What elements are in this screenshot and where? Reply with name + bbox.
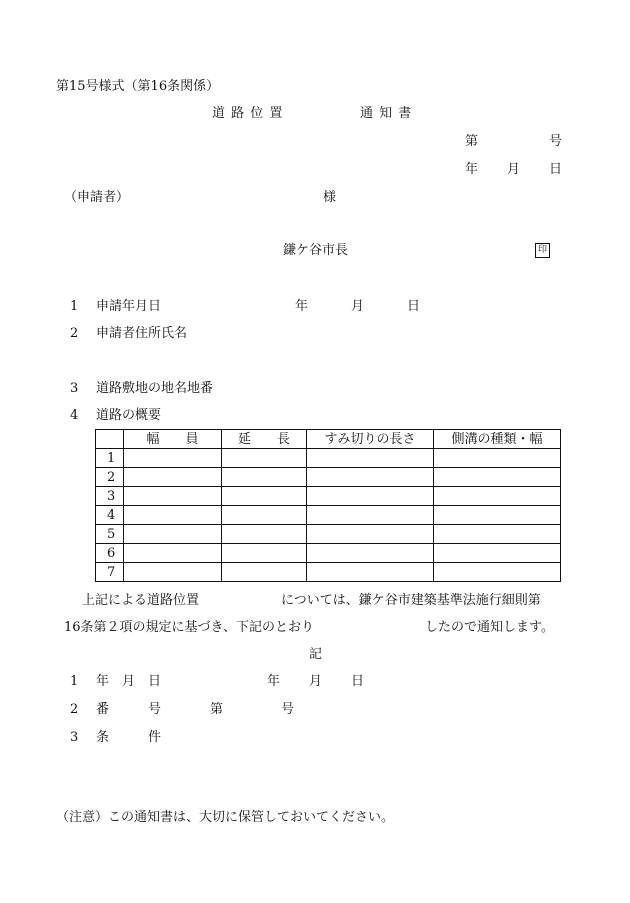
cell-gutter <box>434 487 561 506</box>
note-3-number: 3 <box>70 730 79 745</box>
cell-gutter <box>434 449 561 468</box>
cell-length <box>222 449 307 468</box>
caution-note: （注意）この通知書は、大切に保管しておいてください。 <box>56 810 395 825</box>
table-row <box>96 544 561 563</box>
table-row <box>96 563 561 582</box>
cell-gutter <box>434 525 561 544</box>
cell-width <box>124 449 222 468</box>
cell-length <box>222 563 307 582</box>
note-1-year: 年 <box>267 674 281 689</box>
cell-corner-cut <box>307 487 434 506</box>
item-2-label: 申請者住所氏名 <box>96 326 188 341</box>
body-line1-end: については、鎌ケ谷市建築基準法施行細則第 <box>281 593 541 608</box>
cell-corner-cut <box>307 468 434 487</box>
row-number: 6 <box>96 544 124 563</box>
header-blank <box>96 430 124 449</box>
note-2-label: 番 号 <box>96 702 162 717</box>
note-1-label: 年 月 日 <box>96 674 162 689</box>
cell-corner-cut <box>307 563 434 582</box>
item-1-month: 月 <box>351 299 365 314</box>
item-1-label: 申請年月日 <box>96 299 162 314</box>
cell-gutter <box>434 506 561 525</box>
row-number: 4 <box>96 506 124 525</box>
cell-length <box>222 468 307 487</box>
table-row <box>96 506 561 525</box>
item-3-number: 3 <box>70 381 79 396</box>
note-3-label: 条 件 <box>96 730 162 745</box>
cell-width <box>124 525 222 544</box>
note-1-day: 日 <box>351 674 365 689</box>
honorific-sama: 様 <box>323 190 337 205</box>
doc-date-day: 日 <box>549 162 563 177</box>
item-1-number: 1 <box>70 299 79 314</box>
row-number: 1 <box>96 449 124 468</box>
cell-width <box>124 487 222 506</box>
item-3-label: 道路敷地の地名地番 <box>96 381 214 396</box>
row-number: 3 <box>96 487 124 506</box>
doc-number-prefix: 第 <box>465 134 479 149</box>
row-number: 7 <box>96 563 124 582</box>
cell-width <box>124 544 222 563</box>
body-line2-end: したので通知します。 <box>425 620 554 635</box>
note-2-number: 2 <box>70 702 79 717</box>
table-row <box>96 449 561 468</box>
row-number: 5 <box>96 525 124 544</box>
cell-corner-cut <box>307 449 434 468</box>
doc-number-suffix: 号 <box>549 134 563 149</box>
applicant-label: （申請者） <box>64 190 130 205</box>
item-1-day: 日 <box>407 299 421 314</box>
cell-width <box>124 563 222 582</box>
seal-mark: 印 <box>535 243 550 258</box>
mayor-name: 鎌ケ谷市長 <box>283 243 349 258</box>
cell-width <box>124 506 222 525</box>
ki-heading: 記 <box>309 647 323 662</box>
title-road-position: 道 路 位 置 <box>212 106 284 121</box>
cell-length <box>222 544 307 563</box>
note-1-month: 月 <box>309 674 323 689</box>
cell-length <box>222 525 307 544</box>
road-summary-table <box>95 429 561 582</box>
cell-corner-cut <box>307 544 434 563</box>
item-4-label: 道路の概要 <box>96 408 162 423</box>
title-notice: 通 知 書 <box>360 106 413 121</box>
table-row <box>96 487 561 506</box>
header-corner-cut: すみ切りの長さ <box>307 430 434 449</box>
form-number: 第15号様式（第16条関係） <box>56 79 220 94</box>
body-line1-start: 上記による道路位置 <box>82 593 200 608</box>
header-length: 延 長 <box>222 430 307 449</box>
table-row <box>96 468 561 487</box>
table-header-row <box>96 430 561 449</box>
cell-length <box>222 487 307 506</box>
doc-date-month: 月 <box>507 162 521 177</box>
row-number: 2 <box>96 468 124 487</box>
item-4-number: 4 <box>70 408 79 423</box>
header-gutter: 側溝の種類・幅 <box>434 430 561 449</box>
header-width: 幅 員 <box>124 430 222 449</box>
body-line2-start: 16条第２項の規定に基づき、下記のとおり <box>64 620 315 635</box>
note-2-go: 号 <box>281 702 295 717</box>
cell-length <box>222 506 307 525</box>
cell-corner-cut <box>307 506 434 525</box>
cell-width <box>124 468 222 487</box>
table-row <box>96 525 561 544</box>
doc-date-year: 年 <box>465 162 479 177</box>
note-1-number: 1 <box>70 674 79 689</box>
cell-gutter <box>434 468 561 487</box>
note-2-dai: 第 <box>210 702 224 717</box>
item-1-year: 年 <box>295 299 309 314</box>
cell-gutter <box>434 544 561 563</box>
cell-corner-cut <box>307 525 434 544</box>
cell-gutter <box>434 563 561 582</box>
item-2-number: 2 <box>70 326 79 341</box>
